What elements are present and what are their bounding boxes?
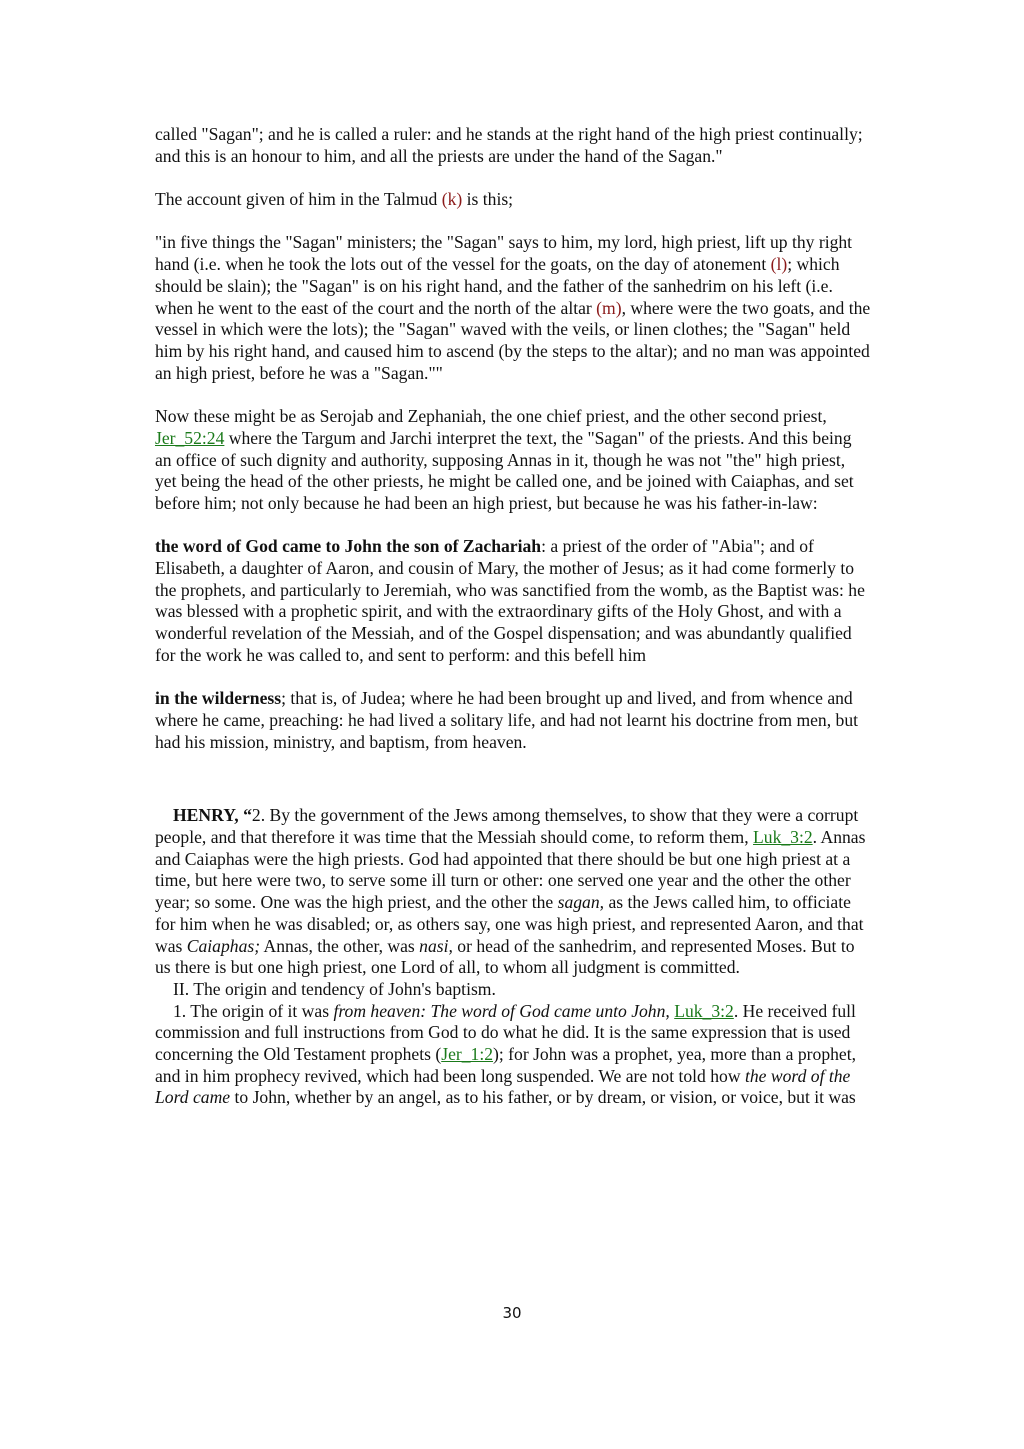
paragraph-talmud-intro: The account given of him in the Talmud (k) is this; bbox=[155, 189, 514, 210]
footnote-ref-k[interactable]: (k) bbox=[441, 189, 463, 210]
footnote-ref-m[interactable]: (m) bbox=[596, 297, 622, 318]
verse-phrase-heading: the word of God came to John the son of Zachariah bbox=[155, 536, 542, 557]
paragraph-sagan-quote-end: called "Sagan"; and he is called a ruler: and he stands at the right hand of the high priest continually; and this is an honour to him, and all the priests are under the hand of the Sagan." bbox=[155, 124, 863, 166]
verse-phrase-heading: in the wilderness bbox=[155, 688, 282, 709]
footnote-ref-l[interactable]: (l) bbox=[770, 254, 788, 275]
scripture-link-jer-1-2[interactable]: Jer_1:2 bbox=[441, 1044, 494, 1065]
scripture-link-jer-52-24[interactable]: Jer_52:24 bbox=[155, 427, 225, 448]
scripture-link-luk-3-2[interactable]: Luk_3:2 bbox=[674, 1000, 734, 1021]
paragraph-wilderness: in the wilderness; that is, of Judea; where he had been brought up and lived, and from whence and where he came, preaching: he had lived a solitary life, and had not learnt his doctrine from men, but had his mission, ministry, and baptism, from heaven. bbox=[155, 688, 859, 752]
paragraph-talmud-quote: "in five things the "Sagan" ministers; the "Sagan" says to him, my lord, high priest, lift up thy right hand (i.e. when he took the lots out of the vessel for the goats, on the day of atonement (l); which should be slain); the "Sagan" is on his right hand, and the father of the sanhedrim on his left (i.e. when he went to the east of the court and the north of the altar (m), where were the two goats, and the vessel in which were the lots); the "Sagan" waved with the veils, or linen clothes; the "Sagan" held him by his right hand, and caused him to ascend (by the steps to the altar); and no man was appointed an high priest, before he was a "Sagan."" bbox=[155, 232, 871, 383]
paragraph-henry: HENRY, “2. By the government of the Jews among themselves, to show that they were a corrupt people, and that therefore it was time that the Messiah should come, to reform them, Luk_3:2. Annas and Caiaphas were the high priests. God had appointed that there should be but one high priest at a time, but here were two, to serve some ill turn or other: one served one year and the other the other year; so some. One was the high priest, and the other the sagan, as the Jews called him, to officiate for him when he was disabled; or, as others say, one was high priest, and represented Aaron, and that was Caiaphas; Annas, the other, was nasi, or head of the sanhedrim, and represented Moses. But to us there is but one high priest, one Lord of all, to whom all judgment is committed. bbox=[155, 805, 866, 978]
page-number: 30 bbox=[502, 1304, 522, 1322]
paragraph-origin-heading: II. The origin and tendency of John's baptism. bbox=[173, 978, 496, 999]
scripture-link-luk-3-2[interactable]: Luk_3:2 bbox=[753, 827, 813, 848]
commentator-heading: HENRY, “ bbox=[173, 805, 252, 826]
paragraph-word-of-god: the word of God came to John the son of Zachariah: a priest of the order of "Abia"; and of Elisabeth, a daughter of Aaron, and cousin of Mary, the mother of Jesus; as it had come formerly to the prophets, and particularly to Jeremiah, who was sanctified from the womb, as the Baptist was: he was blessed with a prophetic spirit, and with the extraordinary gifts of the Holy Ghost, and with a wonderful revelation of the Messiah, and of the Gospel dispensation; and was abundantly qualified for the work he was called to, and sent to perform: and this befell him bbox=[155, 536, 865, 665]
paragraph-origin: 1. The origin of it was from heaven: The word of God came unto John, Luk_3:2. He received full commission and full instructions from God to do what he did. It is the same expression that is used concerning the Old Testament prophets (Jer_1:2); for John was a prophet, yea, more than a prophet, and in him prophecy revived, which had been long suspended. We are not told how the word of the Lord came to John, whether by an angel, as to his father, or by dream, or vision, or voice, but it was bbox=[155, 1000, 857, 1108]
paragraph-serojab: Now these might be as Serojab and Zephaniah, the one chief priest, and the other second priest, Jer_52:24 where the Targum and Jarchi interpret the text, the "Sagan" of the priests. And this being an office of such dignity and authority, supposing Annas in it, though he was not "the" high priest, yet being the head of the other priests, he might be called one, and be joined with Caiaphas, and set before him; not only because he had been an high priest, but because he was his father-in-law: bbox=[155, 406, 854, 513]
document-body bbox=[155, 124, 871, 1109]
